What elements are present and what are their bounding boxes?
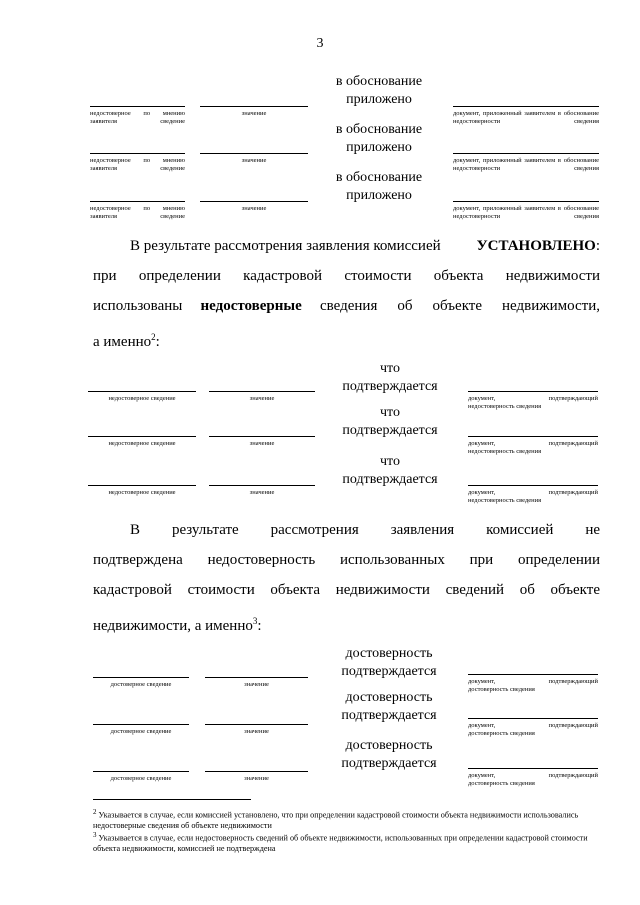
blank-line <box>205 677 308 678</box>
label-part: документ, <box>468 772 496 779</box>
blank-line <box>205 771 308 772</box>
field-label: достоверное сведение <box>110 681 172 688</box>
middle-text: подтверждается <box>342 472 438 487</box>
blank-line <box>88 436 196 437</box>
blank-line <box>468 768 598 769</box>
footnote-ref: 2 <box>151 332 156 342</box>
value-label: значение <box>249 440 275 447</box>
middle-text: приложено <box>346 188 412 203</box>
middle-text: что <box>380 361 400 376</box>
value-label: значение <box>244 775 269 782</box>
blank-line <box>93 724 189 725</box>
page-number: 3 <box>316 36 324 51</box>
footnote-separator <box>93 799 251 800</box>
value-label: значение <box>241 205 267 212</box>
footnote-ref: 3 <box>252 616 258 626</box>
field-label: достоверное сведение <box>110 728 172 735</box>
middle-text: приложено <box>346 92 412 107</box>
label-part: недостоверность сведения <box>468 403 542 410</box>
blank-line <box>90 201 185 202</box>
document-label <box>468 489 598 505</box>
footnote <box>93 807 600 831</box>
blank-line <box>453 153 599 154</box>
label-part: подтверждающий <box>548 678 598 685</box>
label-part: подтверждающий <box>548 440 598 447</box>
paragraph-line: подтверждена недостоверность использованных при определении <box>93 552 600 568</box>
label-part: подтверждающий <box>548 489 598 496</box>
paragraph-line <box>93 327 160 352</box>
document-label <box>468 678 598 694</box>
footnote-text: Указывается в случае, если недостоверность сведений об объекте недвижимости, использованных при определении кадастровой стоимости объекта недвижимости, комиссией не подтверждена <box>93 833 588 853</box>
value-label: значение <box>241 157 267 164</box>
middle-text: достоверность <box>345 738 433 753</box>
document-label <box>468 440 598 456</box>
text-span: недвижимости, а именно <box>93 618 253 634</box>
middle-text: подтверждается <box>341 708 437 723</box>
label-part: недостоверность сведения <box>468 497 542 504</box>
paragraph-line <box>130 236 600 256</box>
middle-text: в обоснование <box>335 74 423 89</box>
blank-line <box>90 153 185 154</box>
blank-line <box>200 153 308 154</box>
text-span: а именно <box>93 334 152 350</box>
blank-line <box>468 391 598 392</box>
middle-text: в обоснование <box>335 122 423 137</box>
middle-text: подтверждается <box>342 423 438 438</box>
label-part: документ, <box>468 678 496 685</box>
blank-line <box>93 771 189 772</box>
blank-line <box>205 724 308 725</box>
blank-line <box>90 106 185 107</box>
field-label: недостоверное по мнению заявителя сведение <box>90 157 185 172</box>
field-label: недостоверное по мнению заявителя сведение <box>90 205 185 220</box>
value-label: значение <box>244 681 269 688</box>
blank-line <box>200 201 308 202</box>
blank-line <box>88 485 196 486</box>
label-part: достоверность сведения <box>468 730 535 737</box>
blank-line <box>93 677 189 678</box>
punctuation: : <box>257 618 262 634</box>
value-label: значение <box>241 110 267 117</box>
blank-line <box>209 485 315 486</box>
middle-text: что <box>380 405 400 420</box>
label-part: недостоверность сведения <box>468 448 542 455</box>
paragraph-line: при определении кадастровой стоимости объекта недвижимости <box>93 268 600 284</box>
document-label: документ, приложенный заявителем в обоснование недостоверности сведения <box>453 157 599 172</box>
paragraph-line: кадастровой стоимости объекта недвижимости сведений об объекте <box>93 582 600 598</box>
document-label: документ, приложенный заявителем в обоснование недостоверности сведения <box>453 110 599 125</box>
value-label: значение <box>244 728 269 735</box>
label-part: подтверждающий <box>548 395 598 402</box>
label-part: документ, <box>468 489 496 496</box>
unreliable-keyword: недостоверные <box>200 298 302 314</box>
field-label: недостоверное по мнению заявителя сведение <box>90 110 185 125</box>
footnote-text: Указывается в случае, если комиссией установлено, что при определении кадастровой стоимости объекта недвижимости использовались недостоверные сведения об объекте недвижимости <box>93 810 579 830</box>
value-label: значение <box>249 489 275 496</box>
label-part: подтверждающий <box>548 722 598 729</box>
blank-line <box>209 391 315 392</box>
text-span: сведения об объекте недвижимости, <box>320 298 600 314</box>
middle-text: достоверность <box>345 690 433 705</box>
document-label <box>468 772 598 788</box>
label-part: документ, <box>468 440 496 447</box>
label-part: достоверность сведения <box>468 780 535 787</box>
text-span: В результате рассмотрения заявления комиссией <box>130 238 441 254</box>
footnote-mark: 3 <box>93 831 97 839</box>
punctuation: : <box>595 238 600 254</box>
paragraph-line <box>93 296 600 316</box>
field-label: недостоверное сведение <box>108 489 176 496</box>
label-part: подтверждающий <box>548 772 598 779</box>
middle-text: подтверждается <box>341 664 437 679</box>
document-label <box>468 722 598 738</box>
paragraph-line: В результате рассмотрения заявления комиссией не <box>130 522 600 538</box>
middle-text: подтверждается <box>342 379 438 394</box>
document-label: документ, приложенный заявителем в обоснование недостоверности сведения <box>453 205 599 220</box>
blank-line <box>88 391 196 392</box>
blank-line <box>468 718 598 719</box>
blank-line <box>200 106 308 107</box>
blank-line <box>468 485 598 486</box>
middle-text: подтверждается <box>341 756 437 771</box>
blank-line <box>453 201 599 202</box>
blank-line <box>209 436 315 437</box>
label-part: документ, <box>468 722 496 729</box>
footnote <box>93 830 600 854</box>
label-part: достоверность сведения <box>468 686 535 693</box>
middle-text: приложено <box>346 140 412 155</box>
established-keyword: УСТАНОВЛЕНО <box>476 238 596 254</box>
punctuation: : <box>155 334 160 350</box>
document-label <box>468 395 598 411</box>
middle-text: в обоснование <box>335 170 423 185</box>
field-label: недостоверное сведение <box>108 395 176 402</box>
middle-text: достоверность <box>345 646 433 661</box>
field-label: недостоверное сведение <box>108 440 176 447</box>
blank-line <box>468 674 598 675</box>
blank-line <box>453 106 599 107</box>
blank-line <box>468 436 598 437</box>
paragraph-line <box>93 611 262 636</box>
label-part: документ, <box>468 395 496 402</box>
middle-text: что <box>380 454 400 469</box>
field-label: достоверное сведение <box>110 775 172 782</box>
value-label: значение <box>249 395 275 402</box>
text-span: использованы <box>93 298 183 314</box>
footnote-mark: 2 <box>93 808 97 816</box>
